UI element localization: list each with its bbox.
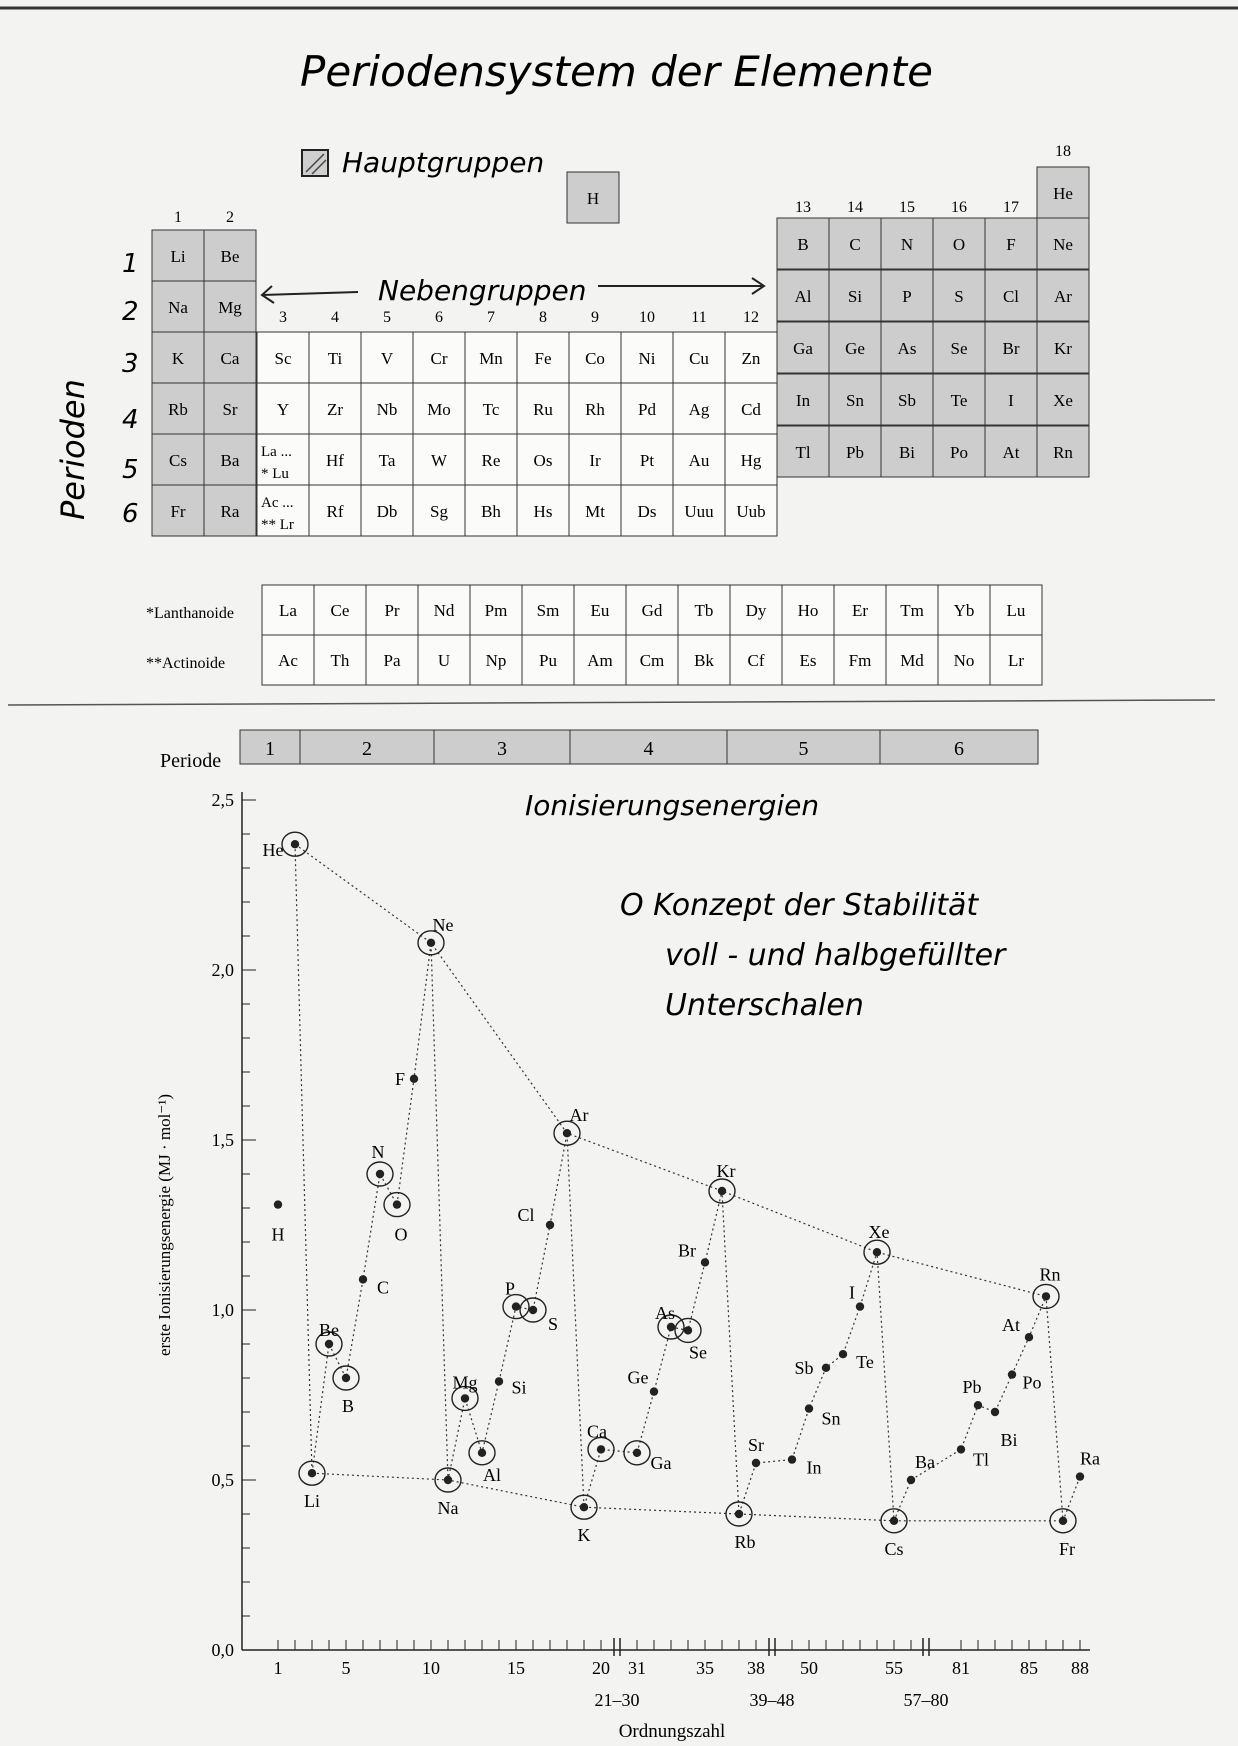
data-point-label: Sr [747, 1435, 765, 1455]
element-symbol: Mo [427, 400, 451, 419]
data-point [529, 1306, 537, 1314]
period-bar [160, 730, 1038, 772]
f-block-symbol: Er [851, 601, 869, 620]
period-segment-label: 1 [265, 738, 275, 760]
data-point-label: Fr [1058, 1538, 1076, 1559]
ionization-chart [155, 790, 1100, 1742]
element-symbol: I [1008, 391, 1014, 410]
y-tick-label: 0,0 [211, 1640, 234, 1660]
f-block-symbol: U [437, 651, 451, 670]
f-block-symbol: Yb [953, 601, 975, 620]
period-segment-label: 3 [497, 738, 507, 760]
period-segment-label: 4 [643, 738, 654, 760]
f-block-symbol: Tm [900, 601, 924, 620]
data-point-label: Pb [962, 1377, 982, 1398]
note-line-3: Unterschalen [665, 988, 864, 1023]
data-point-label: Rn [1039, 1264, 1061, 1285]
data-point-label: O [394, 1224, 408, 1245]
data-point-label: Cs [884, 1538, 904, 1559]
data-point [701, 1258, 709, 1266]
element-symbol: Cs [169, 451, 187, 470]
data-point [376, 1170, 384, 1178]
x-tick-label: 50 [800, 1658, 818, 1678]
data-point [650, 1387, 658, 1395]
data-point [427, 939, 435, 947]
group-number: 13 [795, 199, 811, 216]
x-tick-label: 81 [952, 1658, 970, 1678]
element-symbol: Hf [326, 451, 344, 470]
f-block-symbol: Fm [848, 651, 872, 670]
data-point [684, 1326, 692, 1334]
data-point-label: Si [511, 1377, 527, 1398]
f-block-symbol: Pr [384, 601, 400, 620]
element-symbol: Db [376, 502, 398, 521]
data-point [856, 1302, 864, 1310]
group-number: 16 [951, 199, 967, 216]
data-point [512, 1302, 520, 1310]
element-symbol: Ba [220, 451, 240, 470]
element-symbol: ** Lr [261, 517, 294, 533]
element-symbol: Ds [637, 502, 657, 521]
alkali-envelope [312, 1473, 1063, 1521]
f-block-symbol: Sm [536, 601, 560, 620]
element-symbol: Fe [534, 349, 552, 368]
f-block-symbol: Np [485, 651, 507, 670]
element-symbol-h: H [586, 189, 600, 208]
period-segment-label: 2 [362, 738, 372, 760]
data-point [410, 1075, 418, 1083]
note-line-2: voll - und halbgefüllter [665, 938, 1006, 973]
data-point-label: He [262, 840, 284, 861]
data-point [805, 1404, 813, 1412]
element-symbol: Zn [741, 349, 761, 368]
element-symbol: Ir [589, 451, 601, 470]
f-block-symbol: Ac [278, 651, 298, 670]
data-point [667, 1323, 675, 1331]
element-symbol: Sn [846, 391, 864, 410]
x-tick-label: 88 [1071, 1658, 1089, 1678]
element-symbol: Ar [1054, 287, 1072, 306]
x-tick-label: 35 [696, 1658, 714, 1678]
data-point-label: Bi [1000, 1430, 1018, 1450]
period-number: 5 [122, 455, 139, 485]
data-point-label: Tl [973, 1449, 989, 1470]
data-point [478, 1449, 486, 1457]
data-point [1025, 1333, 1033, 1341]
data-point [822, 1364, 830, 1372]
element-symbol: Rh [585, 400, 605, 419]
data-point-label: Ra [1080, 1448, 1100, 1469]
group-number: 7 [487, 309, 495, 326]
x-tick-label: 55 [885, 1658, 903, 1678]
data-point [907, 1476, 915, 1484]
element-symbol: Sr [222, 400, 238, 419]
element-symbol: Ru [533, 400, 553, 419]
stability-note [620, 888, 1007, 1023]
x-tick-label: 5 [341, 1658, 351, 1678]
element-symbol: Sb [898, 391, 916, 410]
f-block-symbol: Pm [484, 601, 508, 620]
element-symbol: W [430, 451, 448, 470]
data-point [839, 1350, 847, 1358]
f-block-symbol: No [953, 651, 975, 670]
x-tick-label: 15 [507, 1658, 525, 1678]
x-gap-label: 57–80 [903, 1690, 949, 1710]
period-number: 4 [122, 405, 139, 435]
x-tick-label: 20 [592, 1658, 610, 1678]
element-symbol: B [797, 235, 809, 254]
group-number: 5 [383, 309, 391, 326]
x-tick-label: 38 [747, 1658, 765, 1678]
data-point-label: Se [689, 1342, 707, 1363]
f-block-symbol: Lr [1007, 651, 1025, 670]
data-point [718, 1187, 726, 1195]
element-symbol: Re [481, 451, 501, 470]
data-point-label: F [394, 1068, 406, 1089]
element-symbol: Co [585, 349, 605, 368]
data-point-label: Xe [868, 1222, 890, 1243]
x-gap-label: 39–48 [749, 1690, 795, 1710]
element-symbol: La ... [261, 444, 292, 460]
y-axis-label: erste Ionisierungsenergie (MJ · mol⁻¹) [155, 1093, 174, 1357]
element-symbol: Hs [533, 502, 553, 521]
element-symbol: Rf [326, 502, 344, 521]
f-block-symbol: Ho [797, 601, 819, 620]
element-symbol: Zr [326, 400, 344, 419]
element-symbol: Cu [689, 349, 709, 368]
element-symbol: P [902, 287, 912, 306]
period-segment-label: 5 [798, 738, 809, 760]
data-point-label: Kr [716, 1161, 736, 1181]
element-symbol: Sc [274, 349, 292, 368]
data-point [359, 1275, 367, 1283]
element-symbol: Y [276, 400, 290, 419]
element-symbol: Rn [1053, 443, 1073, 462]
group-number: 15 [899, 199, 915, 216]
data-point-label: Sn [821, 1408, 841, 1429]
element-symbol: Cr [430, 349, 448, 368]
group-number: 12 [743, 309, 759, 326]
element-symbol: Pb [846, 443, 864, 462]
element-symbol: F [1006, 235, 1016, 254]
element-symbol: Se [950, 339, 968, 358]
data-point-label: Br [678, 1240, 696, 1261]
element-symbol: Xe [1053, 391, 1073, 410]
period-number: 1 [122, 249, 139, 279]
element-symbol: Nb [376, 400, 398, 419]
element-symbol: Te [950, 391, 968, 410]
note-line-1: O Konzept der Stabilität [620, 888, 979, 923]
f-block-symbol: Md [900, 651, 924, 670]
data-point-label: S [547, 1314, 559, 1334]
data-point [788, 1455, 796, 1463]
data-point-label: Sb [794, 1357, 814, 1378]
data-point [308, 1469, 316, 1477]
data-point-label: B [341, 1396, 355, 1416]
f-block-symbol: Dy [745, 601, 767, 620]
group-number: 3 [279, 309, 287, 326]
data-point [563, 1129, 571, 1137]
element-symbol: Rb [168, 400, 188, 419]
data-point-label: Cl [517, 1205, 535, 1225]
element-symbol: As [897, 339, 917, 358]
data-point [495, 1377, 503, 1385]
data-point-label: Al [483, 1464, 501, 1485]
data-point-label: Po [1022, 1372, 1042, 1393]
element-symbol: Ne [1053, 235, 1073, 254]
data-point [1008, 1370, 1016, 1378]
element-symbol: Bh [481, 502, 501, 521]
data-point [873, 1248, 881, 1256]
lanthanoids-label: *Lanthanoide [146, 605, 234, 622]
data-point [444, 1476, 452, 1484]
f-block-symbol: Es [799, 651, 817, 670]
data-point-label: P [504, 1278, 516, 1299]
element-symbol: At [1002, 443, 1020, 462]
periodic-table [122, 143, 1089, 536]
data-point-label: Te [856, 1352, 874, 1373]
data-point [393, 1200, 401, 1208]
y-tick-label: 1,5 [211, 1130, 234, 1150]
element-symbol: C [849, 235, 861, 254]
data-point [1042, 1292, 1050, 1300]
group-number: 11 [691, 309, 707, 326]
arrow-left-line [262, 292, 358, 295]
element-symbol: Ge [845, 339, 865, 358]
data-point [735, 1510, 743, 1518]
data-point-label: In [806, 1457, 822, 1478]
period-number: 6 [122, 499, 139, 529]
element-symbol: K [171, 349, 185, 368]
data-point-label: Mg [452, 1372, 478, 1393]
f-block-symbol: La [279, 601, 297, 620]
x-tick-label: 85 [1020, 1658, 1038, 1678]
f-block-symbol: Nd [433, 601, 455, 620]
element-symbol: In [795, 391, 811, 410]
page-title: Periodensystem der Elemente [300, 47, 933, 96]
f-block-symbol: Lu [1006, 601, 1026, 620]
group-number: 10 [639, 309, 655, 326]
f-block-symbol: Cf [747, 651, 765, 670]
element-symbol: * Lu [261, 466, 289, 482]
data-point-label: Ge [627, 1367, 649, 1388]
element-symbol: Ga [793, 339, 813, 358]
data-point-label: H [271, 1224, 285, 1245]
element-symbol: Ti [327, 349, 343, 368]
data-point-label: C [376, 1277, 390, 1298]
element-symbol: Mt [585, 502, 605, 521]
element-symbol: Uub [736, 502, 766, 521]
group-number: 18 [1055, 143, 1071, 160]
element-symbol: S [954, 287, 964, 306]
f-block-symbol: Gd [641, 601, 663, 620]
element-symbol: N [900, 235, 914, 254]
data-point-label: At [1002, 1315, 1020, 1336]
element-symbol: Mg [218, 298, 242, 317]
data-point-label: Na [437, 1498, 459, 1518]
data-point-label: N [371, 1142, 385, 1162]
data-point [974, 1401, 982, 1409]
x-gap-label: 21–30 [594, 1690, 640, 1710]
x-tick-label: 1 [273, 1658, 283, 1678]
element-symbol: Mn [479, 349, 503, 368]
element-symbol: Uuu [684, 502, 714, 521]
data-point [291, 840, 299, 848]
side-groups-label: Nebengruppen [378, 274, 587, 307]
f-block-symbol: Tb [694, 601, 714, 620]
data-point [752, 1459, 760, 1467]
data-point-label: Ca [587, 1421, 607, 1442]
f-block-symbol: Bk [694, 651, 714, 670]
y-tick-label: 2,5 [211, 790, 234, 810]
data-point-label: Li [304, 1491, 320, 1512]
element-symbol: Cd [741, 400, 761, 419]
element-symbol: Kr [1054, 339, 1072, 358]
element-symbol: Ag [688, 400, 710, 419]
x-axis-label: Ordnungszahl [618, 1721, 726, 1742]
data-point-label: Be [319, 1320, 339, 1340]
data-point-label: Rb [734, 1532, 756, 1552]
data-point [546, 1221, 554, 1229]
ionization-title: Ionisierungsenergien [525, 789, 820, 822]
element-symbol: Po [950, 443, 968, 462]
element-symbol: Ac ... [261, 495, 294, 511]
data-point [890, 1517, 898, 1525]
x-tick-label: 10 [422, 1658, 440, 1678]
group-number: 14 [847, 199, 863, 216]
element-symbol: Li [170, 247, 186, 266]
actinoids-label: **Actinoide [146, 655, 226, 672]
element-symbol: Fr [170, 502, 186, 521]
element-symbol: Pd [638, 400, 656, 419]
group-number: 17 [1003, 199, 1019, 216]
data-point [1076, 1472, 1084, 1480]
element-symbol: Tl [795, 443, 811, 462]
data-point [957, 1445, 965, 1453]
group-number: 1 [174, 209, 182, 226]
data-point [342, 1374, 350, 1382]
f-block-symbol: Am [587, 651, 613, 670]
element-symbol: Ra [220, 502, 240, 521]
data-point-label: Ne [432, 914, 454, 935]
element-symbol: Ta [378, 451, 396, 470]
element-symbol: Cl [1002, 287, 1020, 306]
data-point [580, 1503, 588, 1511]
y-tick-label: 0,5 [211, 1470, 234, 1490]
data-point [325, 1340, 333, 1348]
data-point-label: Ba [915, 1452, 935, 1472]
period-number: 2 [122, 297, 139, 327]
group-number: 9 [591, 309, 599, 326]
element-symbol: Si [847, 287, 863, 306]
data-point-label: K [577, 1525, 591, 1546]
data-point [597, 1445, 605, 1453]
period-bar-label: Periode [160, 750, 222, 772]
y-tick-label: 1,0 [211, 1300, 234, 1320]
data-point [1059, 1517, 1067, 1525]
element-symbol: Pt [639, 451, 655, 470]
main-group-legend-label: Hauptgruppen [342, 146, 545, 179]
element-symbol: Ca [220, 349, 240, 368]
section-divider [8, 700, 1215, 705]
f-block-symbol: Pu [539, 651, 557, 670]
group-number: 8 [539, 309, 547, 326]
f-block-symbol: Pa [383, 651, 401, 670]
element-symbol: Be [220, 247, 240, 266]
y-tick-label: 2,0 [211, 960, 234, 980]
element-symbol: Hg [740, 451, 762, 470]
element-symbol: Au [688, 451, 710, 470]
group-number: 2 [226, 209, 234, 226]
element-symbol: O [952, 235, 966, 254]
element-symbol: He [1053, 184, 1073, 203]
group-number: 4 [331, 309, 339, 326]
f-block-symbol: Eu [590, 601, 610, 620]
data-point [633, 1449, 641, 1457]
element-symbol: V [380, 349, 394, 368]
element-symbol: Os [533, 451, 553, 470]
element-symbol: Sg [430, 502, 448, 521]
f-block-symbol: Ce [330, 601, 350, 620]
f-block-table [146, 585, 1042, 685]
f-block-symbol: Cm [639, 651, 665, 670]
period-number: 3 [122, 349, 139, 379]
data-point-label: As [654, 1303, 676, 1323]
periods-label: Perioden [54, 379, 92, 520]
element-symbol: Al [794, 287, 812, 306]
data-point [461, 1394, 469, 1402]
data-point-label: Ar [569, 1105, 589, 1126]
element-symbol: Na [168, 298, 188, 317]
element-symbol: Tc [482, 400, 500, 419]
f-block-symbol: Th [330, 651, 350, 670]
element-symbol: Br [1002, 339, 1020, 358]
data-point [991, 1408, 999, 1416]
data-point-label: I [849, 1282, 855, 1303]
element-symbol: Ni [638, 349, 656, 368]
data-point-label: Ga [650, 1452, 672, 1473]
x-tick-label: 31 [628, 1658, 646, 1678]
group-number: 6 [435, 309, 443, 326]
element-symbol: Bi [898, 443, 916, 462]
period-segment-label: 6 [954, 738, 964, 760]
data-point [274, 1200, 282, 1208]
